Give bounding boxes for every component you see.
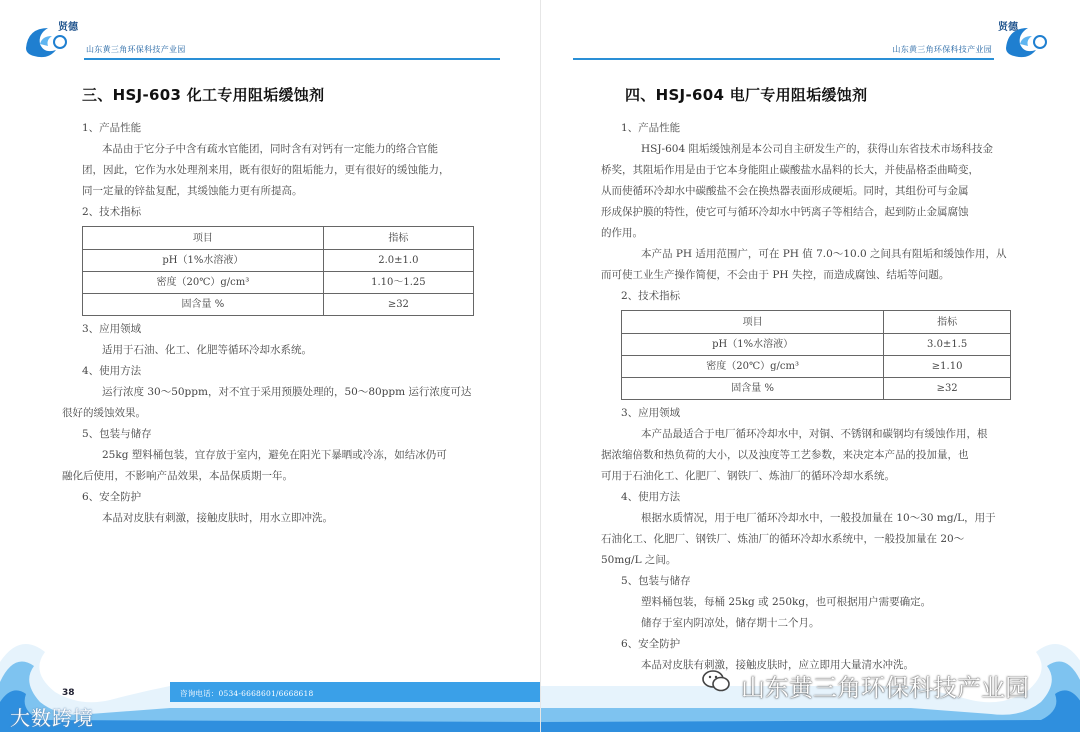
heading-safety: 6、安全防护: [82, 491, 142, 503]
table-row: 密度（20℃）g/cm³ 1.10～1.25: [83, 272, 474, 294]
heading-specs: 2、技术指标: [621, 290, 681, 302]
heading-usage: 4、使用方法: [82, 365, 142, 377]
left-content: [62, 118, 474, 529]
right-page: [540, 0, 1080, 732]
paragraph: 25kg 塑料桶包装，宜存放于室内，避免在阳光下暴晒或冷冻，如结冰仍可 融化后使用，不影响产品效果，本品保质期一年。: [62, 449, 447, 482]
heading-application: 3、应用领域: [621, 407, 681, 419]
heading-storage: 5、包装与储存: [82, 428, 152, 440]
table-header: 项目: [83, 227, 324, 250]
header-company: 山东黄三角环保科技产业园: [86, 45, 186, 54]
heading-storage: 5、包装与储存: [621, 575, 691, 587]
table-row: 密度（20℃）g/cm³ ≥1.10: [622, 356, 1011, 378]
heading-application: 3、应用领域: [82, 323, 142, 335]
table-row: 固含量 % ≥32: [622, 378, 1011, 400]
watermark-right: 山东黄三角环保科技产业园: [741, 674, 1029, 702]
section-title: 四、HSJ-604 电厂专用阻垢缓蚀剂: [625, 86, 868, 104]
table-header: 项目: [622, 311, 884, 334]
wechat-icon: [701, 668, 731, 694]
logo-text: 贤德: [58, 22, 78, 33]
paragraph: 运行浓度 30～50ppm，对不宜于采用预膜处理的，50～80ppm 运行浓度可达 很好的缓蚀效果。: [62, 386, 472, 419]
table-header: 指标: [323, 227, 473, 250]
right-content: [601, 118, 1011, 676]
heading-performance: 1、产品性能: [82, 122, 142, 134]
heading-specs: 2、技术指标: [82, 206, 142, 218]
paragraph: 塑料桶包装，每桶 25kg 或 250kg，也可根据用户需要确定。: [641, 596, 932, 608]
paragraph: 储存于室内阴凉处，储存期十二个月。: [641, 617, 820, 629]
contact-phone: 咨询电话：0534-6668601/6668618: [180, 689, 314, 698]
heading-usage: 4、使用方法: [621, 491, 681, 503]
paragraph: 本品对皮肤有刺激，接触皮肤时，应立即用大量清水冲洗。: [641, 659, 914, 671]
spec-table: [621, 310, 1011, 400]
paragraph: HSJ-604 阻垢缓蚀剂是本公司自主研发生产的，获得山东省技术市场科技金 桥奖，其阻垢作用是由于它本身能阻止碳酸盐水晶料的长大，并使晶格歪曲畸变， 从而使循环冷却水中碳酸盐不会在换热器表面形成硬垢。同时，其组份可与金属 形成保护膜的特性，使它可与循环冷却水中钙离子等相结合，起到防止金属腐蚀 的作用。: [601, 143, 993, 239]
heading-performance: 1、产品性能: [621, 122, 681, 134]
page-number: 38: [62, 688, 75, 698]
table-row: pH（1%水溶液） 3.0±1.5: [622, 334, 1011, 356]
paragraph: 适用于石油、化工、化肥等循环冷却水系统。: [102, 344, 312, 356]
section-title: 三、HSJ-603 化工专用阻垢缓蚀剂: [82, 86, 325, 104]
paragraph: 本品对皮肤有刺激，接触皮肤时，用水立即冲洗。: [102, 512, 333, 524]
header-divider: [573, 58, 994, 60]
table-header: 指标: [884, 311, 1011, 334]
paragraph: 本产品 PH 适用范围广，可在 PH 值 7.0～10.0 之间具有阻垢和缓蚀作用，从 而可使工业生产操作简便，不会由于 PH 失控，而造成腐蚀、结垢等问题。: [601, 248, 1007, 281]
table-row: 固含量 % ≥32: [83, 294, 474, 316]
paragraph: 本品由于它分子中含有疏水官能团，同时含有对钙有一定能力的络合官能 团，因此，它作为水处理剂来用，既有很好的阻垢能力，更有很好的缓蚀能力， 同一定量的锌盐复配，其缓蚀能力更有所提高。: [82, 143, 450, 197]
paragraph: 根据水质情况，用于电厂循环冷却水中，一般投加量在 10～30 mg/L，用于 石油化工、化肥厂、钢铁厂、炼油厂的循环冷却水系统中，一般投加量在 20～ 50mg/L 之间。: [601, 512, 996, 566]
table-row: pH（1%水溶液） 2.0±1.0: [83, 250, 474, 272]
header-divider: [84, 58, 500, 60]
paragraph: 本产品最适合于电厂循环冷却水中，对铜、不锈钢和碳钢均有缓蚀作用，根 据浓缩倍数和热负荷的大小，以及浊度等工艺参数，来决定本产品的投加量，也 可用于石油化工、化肥厂、钢铁厂、炼油厂的循环冷却水系统。: [601, 428, 988, 482]
watermark-left: 大数跨境: [10, 706, 94, 730]
logo-text: 贤德: [998, 22, 1018, 33]
spec-table: [82, 226, 474, 316]
heading-safety: 6、安全防护: [621, 638, 681, 650]
header-company: 山东黄三角环保科技产业园: [892, 45, 992, 54]
